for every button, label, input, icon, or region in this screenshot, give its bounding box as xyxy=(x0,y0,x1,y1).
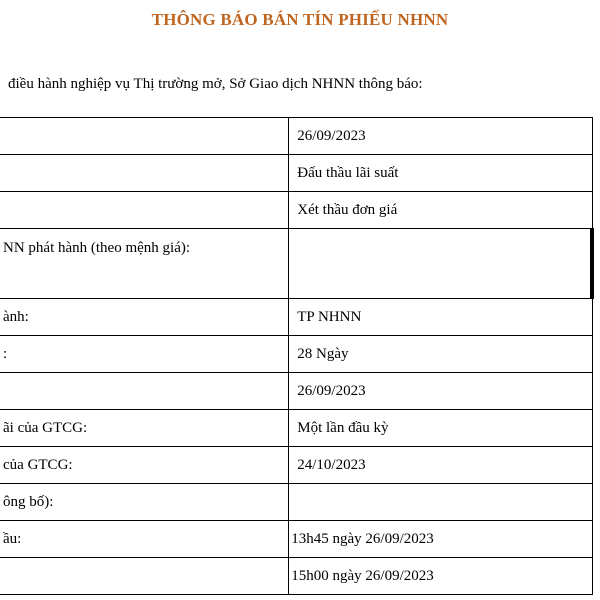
row-value: 13h45 ngày 26/09/2023 xyxy=(289,521,592,558)
table-row xyxy=(0,410,592,447)
row-label xyxy=(0,118,289,155)
table-row xyxy=(0,336,592,373)
row-value: 26/09/2023 xyxy=(289,118,592,155)
row-label xyxy=(0,373,289,410)
table-row xyxy=(0,447,592,484)
intro-text: điều hành nghiệp vụ Thị trường mở, Sở Giao dịch NHNN thông báo: xyxy=(8,76,423,92)
row-value: Đấu thầu lãi suất xyxy=(289,155,592,192)
row-label xyxy=(0,558,289,595)
row-value: Xét thầu đơn giá xyxy=(289,192,592,229)
row-label xyxy=(0,192,289,229)
row-value: Một lần đầu kỳ xyxy=(289,410,592,447)
table-row xyxy=(0,155,592,192)
announcement-table xyxy=(0,117,594,595)
row-value xyxy=(289,484,592,521)
page-title: THÔNG BÁO BÁN TÍN PHIẾU NHNN xyxy=(151,10,449,29)
row-label xyxy=(0,155,289,192)
table-row xyxy=(0,118,592,155)
row-label: ãi của GTCG: xyxy=(0,410,289,447)
table-row xyxy=(0,192,592,229)
row-label: : xyxy=(0,336,289,373)
row-value: 24/10/2023 xyxy=(289,447,592,484)
row-label: ầu: xyxy=(0,521,289,558)
table-row xyxy=(0,229,592,299)
table-row xyxy=(0,521,592,558)
row-value: 26/09/2023 xyxy=(289,373,592,410)
row-label: của GTCG: xyxy=(0,447,289,484)
table-row xyxy=(0,558,592,595)
table-row xyxy=(0,373,592,410)
row-label: ành: xyxy=(0,299,289,336)
row-label: ông bố): xyxy=(0,484,289,521)
row-value: TP NHNN xyxy=(289,299,592,336)
table-row xyxy=(0,484,592,521)
table-row xyxy=(0,299,592,336)
row-label: NN phát hành (theo mệnh giá): xyxy=(0,229,289,299)
row-value: 15h00 ngày 26/09/2023 xyxy=(289,558,592,595)
row-value xyxy=(289,229,592,299)
row-value: 28 Ngày xyxy=(289,336,592,373)
